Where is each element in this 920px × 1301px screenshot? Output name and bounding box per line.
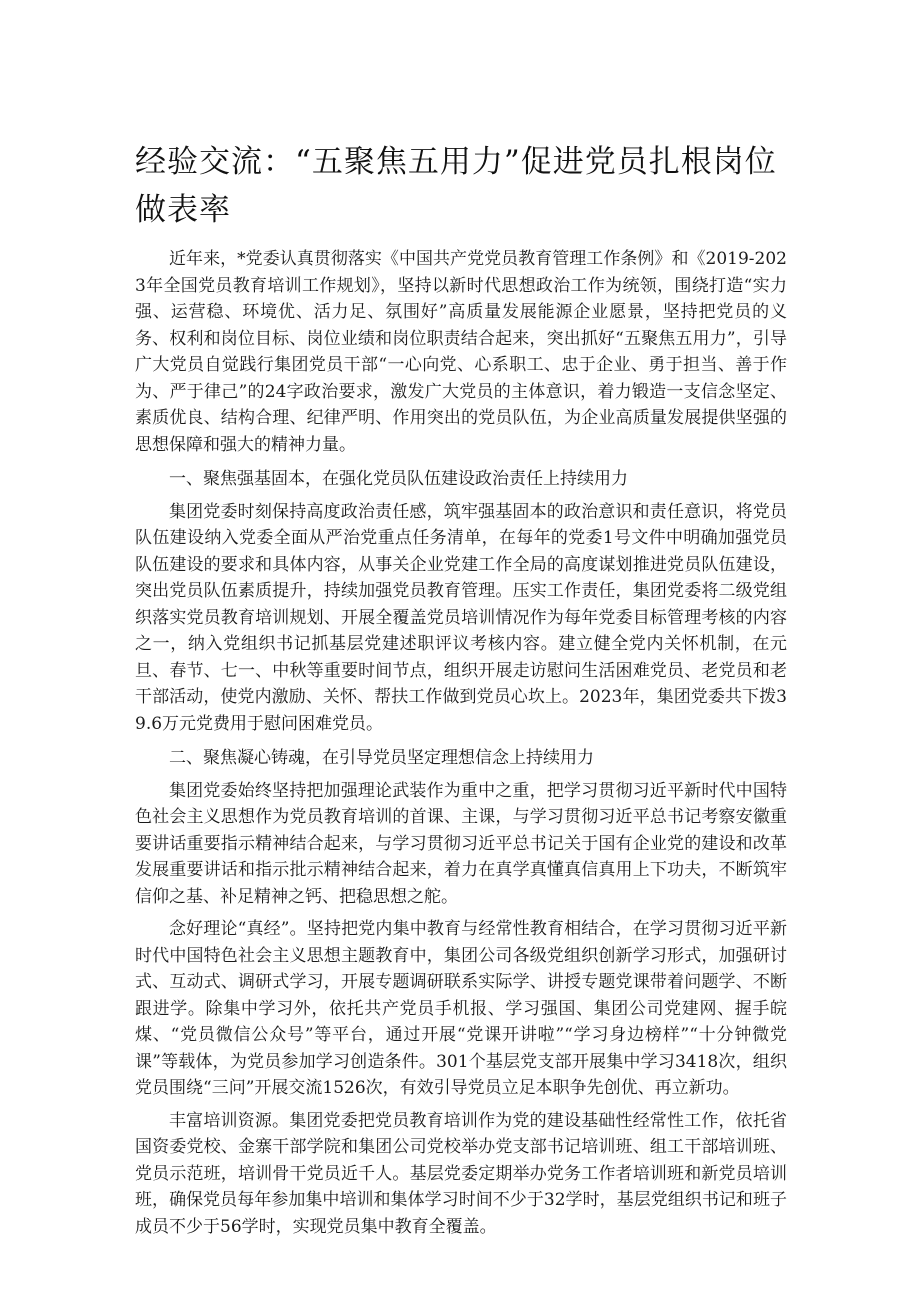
paragraph-training-resources: 丰富培训资源。集团党委把党员教育培训作为党的建设基础性经常性工作，依托省国资委党校、金寨干部学院和集团公司党校举办党支部书记培训班、组工干部培训班、党员示范班，培训骨干党员近千人。基层党委定期举办党务工作者培训班和新党员培训班，确保党员每年参加集中培训和集体学习时间不少于32学时，基层党组织书记和班子成员不少于56学时，实现党员集中教育全覆盖。 <box>135 1110 787 1237</box>
document-title: 经验交流：“五聚焦五用力”促进党员扎根岗位做表率 <box>135 144 777 228</box>
section-heading-2: 二、聚焦凝心铸魂，在引导党员坚定理想信念上持续用力 <box>169 748 594 768</box>
paragraph-theory-study: 念好理论“真经”。坚持把党内集中教育与经常性教育相结合，在学习贯彻习近平新时代中国特色社会主义思想主题教育中，集团公司各级党组织创新学习形式，加强研讨式、互动式、调研式学习，开展专题调研联系实际学、讲授专题党课带着问题学、不断跟进学。除集中学习外，依托共产党员手机报、学习强国、集团公司党建网、握手皖煤、“党员微信公众号”等平台，通过开展“党课开讲啦”“学习身边榜样”“十分钟微党课”等载体，为党员参加学习创造条件。301个基层党支部开展集中学习3418次，组织党员围绕“三问”开展交流1526次，有效引导党员立足本职争先创优、再立新功。 <box>135 919 787 1098</box>
paragraph-intro: 近年来，*党委认真贯彻落实《中国共产党党员教育管理工作条例》和《2019-2023年全国党员教育培训工作规划》，坚持以新时代思想政治工作为统领，围绕打造“实力强、运营稳、环境优、活力足、氛围好”高质量发展能源企业愿景，坚持把党员的义务、权利和岗位目标、岗位业绩和岗位职责结合起来，突出抓好“五聚焦五用力”，引导广大党员自觉践行集团党员干部“一心向党、心系职工、忠于企业、勇于担当、善于作为、严于律己”的24字政治要求，激发广大党员的主体意识，着力锻造一支信念坚定、素质优良、结构合理、纪律严明、作用突出的党员队伍，为企业高质量发展提供坚强的思想保障和强大的精神力量。 <box>135 249 787 455</box>
section-heading-1: 一、聚焦强基固本，在强化党员队伍建设政治责任上持续用力 <box>169 469 628 489</box>
paragraph-section-2: 集团党委始终坚持把加强理论武装作为重中之重，把学习贯彻习近平新时代中国特色社会主义思想作为党员教育培训的首课、主课，与学习贯彻习近平总书记考察安徽重要讲话重要指示精神结合起来，与学习贯彻习近平总书记关于国有企业党的建设和改革发展重要讲话和指示批示精神结合起来，着力在真学真懂真信真用上下功夫，不断筑牢信仰之基、补足精神之钙、把稳思想之舵。 <box>135 780 787 907</box>
paragraph-section-1: 集团党委时刻保持高度政治责任感，筑牢强基固本的政治意识和责任意识，将党员队伍建设纳入党委全面从严治党重点任务清单，在每年的党委1号文件中明确加强党员队伍建设的要求和具体内容，从事关企业党建工作全局的高度谋划推进党员队伍建设，突出党员队伍素质提升，持续加强党员教育管理。压实工作责任，集团党委将二级党组织落实党员教育培训规划、开展全覆盖党员培训情况作为每年党委目标管理考核的内容之一，纳入党组织书记抓基层党建述职评议考核内容。建立健全党内关怀机制，在元旦、春节、七一、中秋等重要时间节点，组织开展走访慰问生活困难党员、老党员和老干部活动，使党内激励、关怀、帮扶工作做到党员心坎上。2023年，集团党委共下拨39.6万元党费用于慰问困难党员。 <box>135 501 787 734</box>
document-body <box>135 246 787 1240</box>
